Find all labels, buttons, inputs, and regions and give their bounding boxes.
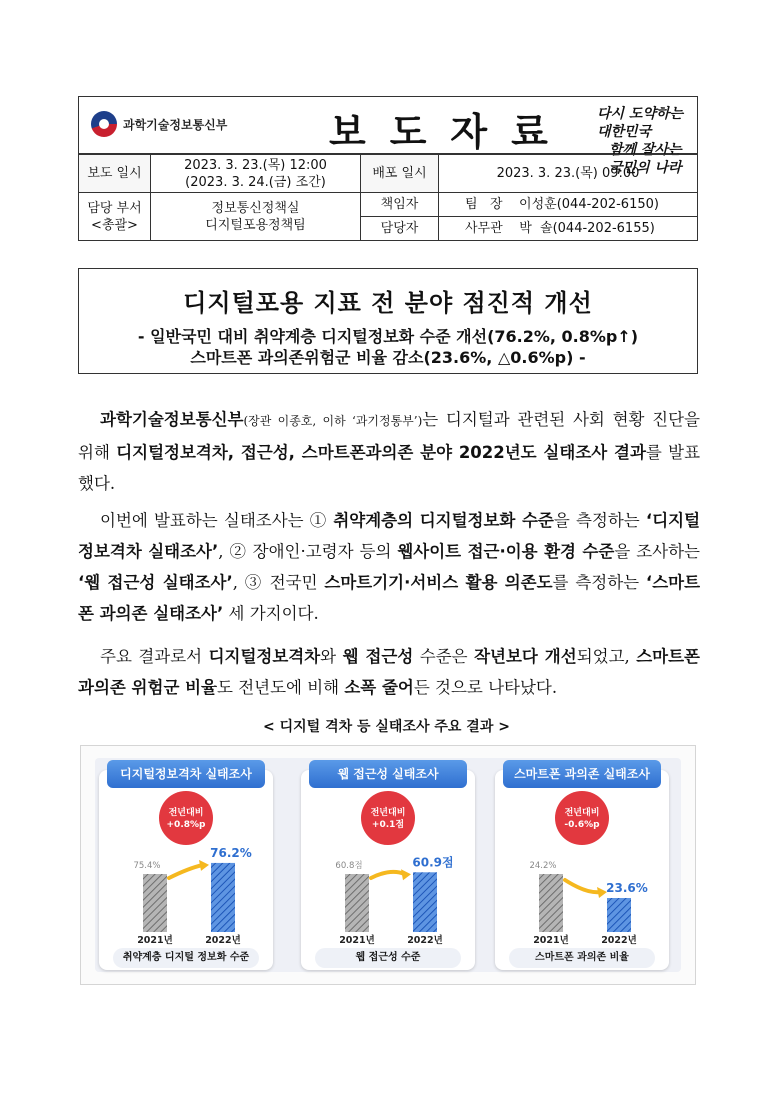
change-badge-value: +0.1점 [371, 820, 405, 830]
change-badge-circle [361, 791, 415, 845]
p3-bold-j: 소폭 줄어 [344, 678, 414, 697]
card-title: 웹 접근성 실태조사 [309, 760, 467, 788]
card-title: 디지털정보격차 실태조사 [107, 760, 265, 788]
p3-bold-f: 작년보다 개선 [474, 647, 577, 666]
dept-label-line-2: <총괄> [91, 217, 138, 233]
p3-text-e: 수준은 [413, 647, 475, 666]
release-info-table [78, 154, 698, 241]
p3-text-g: 되었고, [576, 647, 637, 666]
dist-date-label: 배포 일시 [361, 155, 439, 193]
press-release-title: 보도자료 [329, 110, 572, 154]
card-footer: 취약계층 디지털 정보화 수준 [113, 948, 259, 968]
p1-bold-1: 디지털정보격차, 접근성, 스마트폰과의존 분야 2022년도 실태조사 결과 [116, 443, 646, 462]
dept-name-line-1: 정보통신정책실 [211, 200, 300, 216]
value-label: 60.9점 [412, 855, 454, 870]
survey-results-figure [80, 745, 696, 985]
responsible-value: 팀 장 이성훈(044-202-6150) [439, 193, 698, 217]
paragraph-2 [78, 505, 700, 629]
category-label: 2021년 [533, 935, 569, 946]
subheadline-line-1: - 일반국민 대비 취약계층 디지털정보화 수준 개선(76.2%, 0.8%p↑) [137, 327, 639, 346]
p2-bold-l: ‘스마트폰 과의존 실태조사’ [78, 573, 701, 623]
change-badge-label: 전년대비 [370, 808, 406, 818]
category-label: 2022년 [407, 935, 443, 946]
p2-text-a: 이번에 발표하는 실태조사는 ① [100, 511, 334, 530]
headline-box [78, 268, 698, 374]
ministry-name: 과학기술정보통신부 [123, 117, 228, 132]
change-badge-circle [555, 791, 609, 845]
chart-smartphone-overdependence [495, 788, 669, 948]
trend-arrow-icon [371, 872, 405, 878]
taegeuk-emblem-icon [91, 111, 117, 137]
chart-web-accessibility [301, 788, 475, 948]
category-label: 2022년 [601, 935, 637, 946]
slogan-line-1: 다시 도약하는 대한민국 [597, 106, 684, 140]
paragraph-1 [78, 404, 700, 499]
subheadline-line-2: 스마트폰 과의존위험군 비율 감소(23.6%, △0.6%p) - [190, 348, 586, 367]
card-digital-divide [99, 758, 289, 972]
card-title: 스마트폰 과의존 실태조사 [503, 760, 661, 788]
p2-text-e: , ② 장애인·고령자 등의 [218, 542, 398, 561]
subheadline [79, 326, 697, 368]
chart-digital-divide [99, 788, 273, 948]
category-label: 2021년 [137, 935, 173, 946]
p3-bold-h: 스마트폰 과의존 위험군 비율 [78, 647, 700, 697]
bar-2021년 [143, 874, 167, 932]
dept-label [79, 193, 151, 241]
slogan-line-2: 함께 잘사는 국민의 나라 [609, 142, 682, 176]
p2-bold-h: ‘웹 접근성 실태조사’ [78, 573, 233, 592]
dept-name-line-2: 디지털포용정책팀 [205, 217, 306, 233]
p2-text-c: 을 측정하는 [553, 511, 646, 530]
staff-value: 사무관 박 솔(044-202-6155) [439, 217, 698, 241]
change-badge-circle [159, 791, 213, 845]
p1-ministry: 과학기술정보통신부 [100, 410, 244, 429]
p2-text-i: , ③ 전국민 [232, 573, 325, 592]
staff-label: 담당자 [361, 217, 439, 241]
value-label: 76.2% [210, 845, 252, 860]
value-label: 60.8점 [335, 861, 363, 871]
trend-arrow-icon [169, 865, 203, 878]
change-badge-value: -0.6%p [564, 820, 600, 830]
figure-panel [95, 758, 681, 972]
p2-bold-j: 스마트기기·서비스 활용 의존도 [324, 573, 553, 592]
category-label: 2022년 [205, 935, 241, 946]
figure-caption: < 디지털 격차 등 실태조사 주요 결과 > [263, 719, 510, 735]
value-label: 23.6% [606, 881, 648, 895]
responsible-label: 책임자 [361, 193, 439, 217]
card-footer: 웹 접근성 수준 [315, 948, 461, 968]
p3-text-k: 든 것으로 나타났다. [413, 678, 558, 697]
p2-bold-d: ‘디지털정보격차 실태조사’ [78, 511, 701, 561]
bar-2022년 [607, 898, 631, 932]
p2-text-m: 세 가지이다. [223, 604, 319, 623]
p3-text-a: 주요 결과로서 [100, 647, 209, 666]
dist-date-value: 2023. 3. 23.(목) 09:00 [439, 155, 698, 193]
headline: 디지털포용 지표 전 분야 점진적 개선 [183, 289, 593, 317]
category-label: 2021년 [339, 935, 375, 946]
p1-text-1: 는 디지털과 관련된 사회 현황 진단을 위해 [78, 410, 700, 462]
report-date-line-2: (2023. 3. 24.(금) 조간) [185, 174, 326, 190]
card-smartphone-overdependence [495, 758, 685, 972]
p3-bold-d: 웹 접근성 [342, 647, 414, 666]
paragraph-3 [78, 641, 700, 703]
trend-arrow-head-icon [401, 869, 411, 880]
report-date-value [151, 155, 361, 193]
trend-arrow-icon [565, 880, 601, 892]
change-badge-label: 전년대비 [168, 808, 204, 818]
dept-label-line-1: 담당 부서 [87, 200, 142, 216]
bar-2022년 [413, 872, 437, 932]
p3-text-c: 와 [320, 647, 343, 666]
card-footer: 스마트폰 과의존 비율 [509, 948, 655, 968]
p3-text-i: 도 전년도에 비해 [217, 678, 345, 697]
dept-name [151, 193, 361, 241]
p2-text-k: 를 측정하는 [552, 573, 646, 592]
change-badge-value: +0.8%p [166, 820, 206, 830]
p1-text-2: 를 발표했다. [78, 443, 701, 493]
report-date-line-1: 2023. 3. 23.(목) 12:00 [184, 157, 327, 173]
p2-bold-b: 취약계층의 디지털정보화 수준 [333, 511, 554, 530]
value-label: 24.2% [529, 861, 557, 871]
p2-bold-f: 웹사이트 접근·이용 환경 수준 [397, 542, 615, 561]
ministry-logo [91, 111, 227, 137]
bar-2022년 [211, 863, 235, 932]
report-date-label: 보도 일시 [79, 155, 151, 193]
bar-2021년 [345, 874, 369, 932]
trend-arrow-head-icon [199, 860, 209, 871]
value-label: 75.4% [133, 861, 161, 871]
bar-2021년 [539, 874, 563, 932]
change-badge-label: 전년대비 [564, 808, 600, 818]
p3-bold-b: 디지털정보격차 [208, 647, 321, 666]
p2-text-g: 을 조사하는 [614, 542, 700, 561]
p1-note: (장관 이종호, 이하 ‘과기정통부’) [243, 414, 423, 428]
card-web-accessibility [301, 758, 491, 972]
